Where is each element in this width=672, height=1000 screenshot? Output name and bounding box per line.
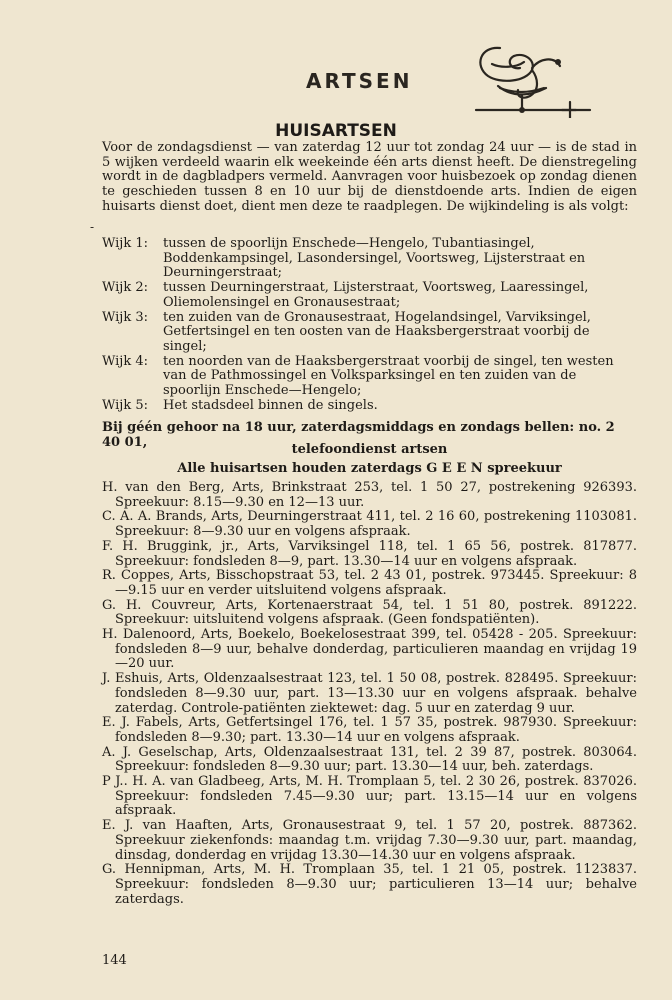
doctor-list [102,481,637,907]
district-description: tussen de spoorlijn Enschede—Hengelo, Tubantiasingel, Boddenkampsingel, Lasondersingel, Voortsweg, Lijsterstraat en Deurningerstraat; [163,236,586,281]
district-list [102,237,637,413]
doctor-entry: G. H. Couvreur, Arts, Kortenaerstraat 54, tel. 1 51 80, postrek. 891222. Spreekuur: uitsluitend volgens afspraak. (Geen fondspatiënten). [102,597,637,628]
page-heading: ARTSEN [306,69,413,93]
district-label: Wijk 2: [102,280,148,296]
district-label: Wijk 1: [102,236,148,251]
section-heading: HUISARTSEN [275,121,397,141]
intro-paragraph: Voor de zondagsdienst — van zaterdag 12 uur tot zondag 24 uur — is de stad in 5 wijken verdeeld waarin elk weekeinde één arts dienst heeft. De dienstregeling wordt in de dagbladpers vermeld. Aanvragen voor huisbezoek op zondag dienen te geschieden tussen 8 en 10 uur bij de dienstdoende arts. Indien de eigen huisarts dienst doet, dient men deze te raadplegen. De wijkindeling is als volgt: [102,140,637,214]
doctor-entry: F. H. Bruggink, jr., Arts, Varviksingel 118, tel. 1 65 56, postrek. 817877. Spreekuur: fondsleden 8—9, part. 13.30—14 uur en volgens afspraak. [102,538,637,569]
doctor-entry: E. J. van Haaften, Arts, Gronausestraat 9, tel. 1 57 20, postrek. 887362. Spreekuur ziekenfonds: maandag t.m. vrijdag 7.30—9.30 uur, part. maandag, dinsdag, donderdag en vrijdag 13.30—14.30 uur en volgens afspraak. [102,818,637,863]
caduceus-bowl-logo-icon [470,38,596,118]
doctor-entry: E. J. Fabels, Arts, Getfertsingel 176, tel. 1 57 35, postrek. 987930. Spreekuur: fondsleden 8—9.30; part. 13.30—14 uur en volgens afspraak. [102,715,637,745]
district-label: Wijk 5: [102,397,148,413]
district-description: tussen Deurningerstraat, Lijsterstraat, Voortsweg, Laaressingel, Oliemolensingel en Gronausestraat; [163,280,589,310]
district-item [102,311,637,355]
district-description: Het stadsdeel binnen de singels. [163,397,378,413]
district-label: Wijk 3: [102,309,148,325]
doctor-entry: R. Coppes, Arts, Bisschopstraat 53, tel. 2 43 01, postrek. 973445. Spreekuur: 8—9.15 uur en verder uitsluitend volgens afspraak. [102,568,637,598]
page-number: 144 [102,953,127,968]
margin-mark: - [90,220,95,234]
doctor-entry: P J.. H. A. van Gladbeeg, Arts, M. H. Tromplaan 5, tel. 2 30 26, postrek. 837026. Spreekuur: fondsleden 7.45—9.30 uur; part. 13.15—14 uur en volgens afspraak. [102,774,637,819]
district-item [102,399,637,414]
saturday-notice: Alle huisartsen houden zaterdags G E E N spreekuur [177,461,562,476]
district-item [102,281,637,310]
telephone-service-title: telefoondienst artsen [291,442,448,457]
district-item [102,355,637,399]
district-description: ten noorden van de Haaksbergerstraat voorbij de singel, ten westen van de Pathmossingel en Volksparksingel en ten zuiden van de spoorlijn Enschede—Hengelo; [163,353,614,399]
doctor-entry: G. Hennipman, Arts, M. H. Tromplaan 35, tel. 1 21 05, postrek. 1123837. Spreekuur: fondsleden 8—9.30 uur; particulieren 13—14 uur; behalve zaterdags. [102,862,637,907]
emergency-phone-note: Bij géén gehoor na 18 uur, zaterdagsmiddags en zondags bellen: no. 2 40 01, [102,420,615,450]
district-item [102,237,637,281]
doctor-entry: A. J. Geselschap, Arts, Oldenzaalsestraat 131, tel. 2 39 87, postrek. 803064. Spreekuur: fondsleden 8—9.30 uur; part. 13.30—14 uur, beh. zaterdags. [102,744,637,775]
district-label: Wijk 4: [102,353,148,369]
doctor-entry: H. van den Berg, Arts, Brinkstraat 253, tel. 1 50 27, postrekening 926393. Spreekuur: 8.15—9.30 en 12—13 uur. [102,480,637,510]
doctor-entry: C. A. A. Brands, Arts, Deurningerstraat 411, tel. 2 16 60, postrekening 1103081. Spreekuur: 8—9.30 uur en volgens afspraak. [102,509,637,540]
doctor-entry: J. Eshuis, Arts, Oldenzaalsestraat 123, tel. 1 50 08, postrek. 828495. Spreekuur: fondsleden 8—9.30 uur, part. 13—13.30 uur en volgens afspraak. behalve zaterdag. Controle-patiënten ziektewet: dag. 5 uur en zaterdag 9 uur. [102,671,637,716]
doctor-entry: H. Dalenoord, Arts, Boekelo, Boekelosestraat 399, tel. 05428 - 205. Spreekuur: fondsleden 8—9 uur, behalve donderdag, particulieren maandag en vrijdag 19—20 uur. [102,627,637,672]
district-description: ten zuiden van de Gronausestraat, Hogelandsingel, Varviksingel, Getfertsingel en ten oosten van de Haaksbergerstraat voorbij de singel; [163,309,591,354]
